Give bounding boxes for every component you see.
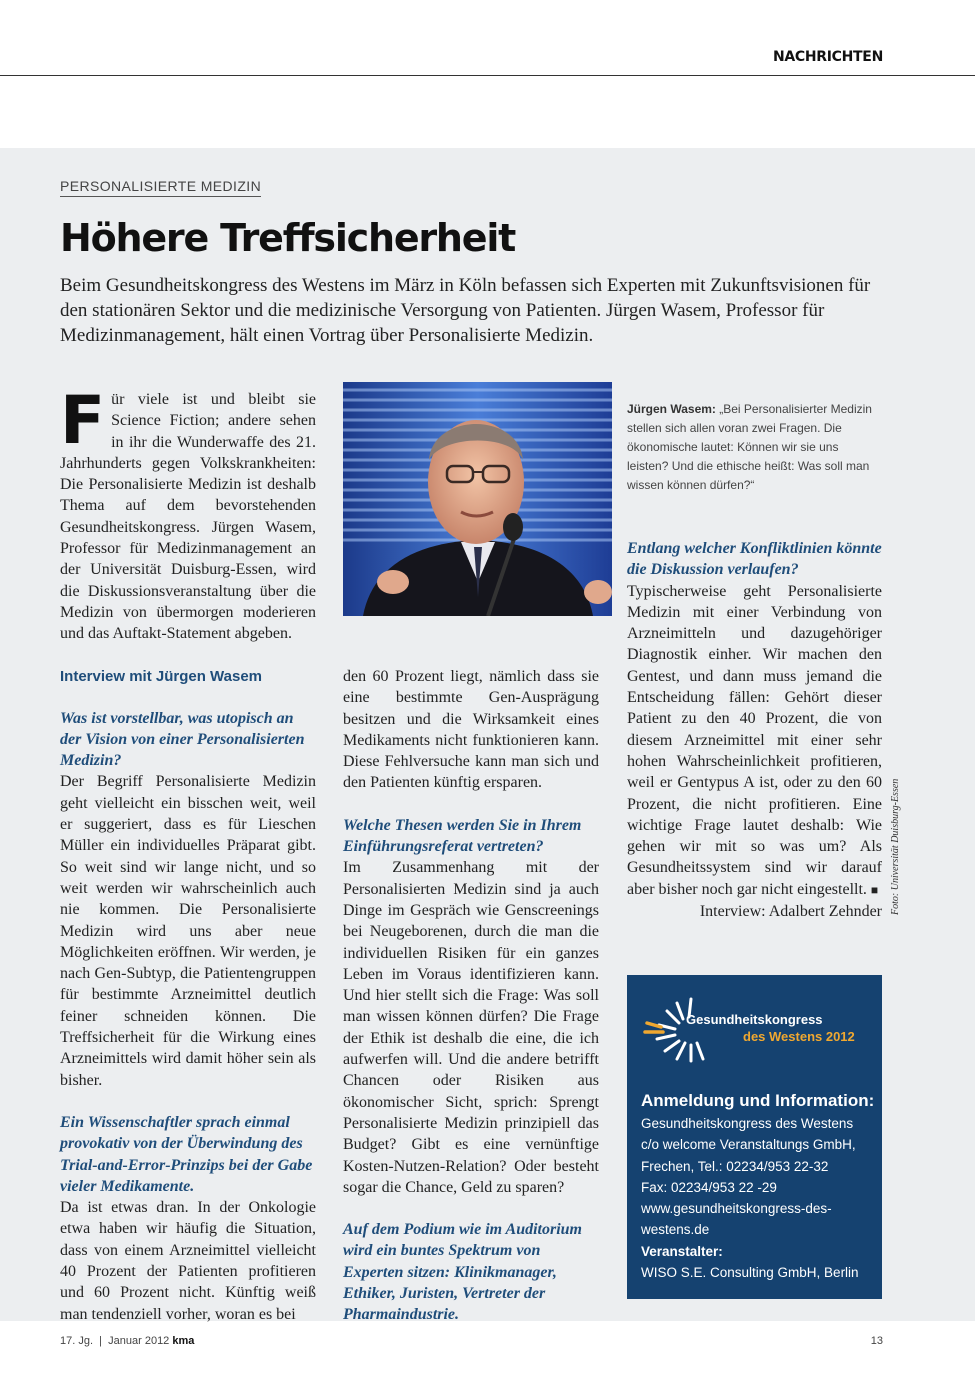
photo-credit: Foto: Universität Duisburg-Essen	[890, 778, 901, 915]
portrait-photo	[343, 382, 612, 616]
logo-text-line-2: des Westens 2012	[743, 1029, 855, 1044]
caption-name: Jürgen Wasem:	[627, 402, 716, 416]
article-kicker: PERSONALISIERTE MEDIZIN	[60, 178, 261, 197]
event-info-box	[627, 975, 882, 1299]
answer-2-part-2: den 60 Prozent liegt, nämlich dass sie eine bestimmte Gen-Ausprägung besitzen und die Wirksamkeit eines Medikaments nicht funktionieren kann. Diese Fehlversuche kann man sich und den Patienten künftig ersparen.	[343, 668, 599, 792]
portrait-photo-illustration	[343, 382, 612, 616]
info-line: Frechen, Tel.: 02234/953 22-32	[641, 1158, 829, 1174]
article-column-3	[627, 538, 882, 922]
question-2: Ein Wissenschaftler sprach einmal provokativ von der Überwindung des Trial-and-Error-Prinzips bei der Gabe vieler Medikamente.	[60, 1113, 313, 1195]
info-body	[641, 1113, 876, 1283]
footer-date: Januar 2012	[108, 1335, 170, 1347]
drop-cap: F	[60, 382, 106, 459]
caption-text: „Bei Personalisierter Medizin stellen sich allen voran zwei Fragen. Die ökonomische lautet: Können wir sie uns leisten? Und die ethische heißt: Was soll man wissen können dürfen?“	[627, 402, 872, 492]
answer-5-text: Typischerweise geht Personalisierte Medizin mit einer Verbindung von Arzneimitteln und dazugehöriger Diagnostik einher. Wir machen den Gentest, und dann muss jemand die Entscheidung fällen: Gehört dieser Patient zu den 40 Prozent, die von diesem Arzneimittel mit einer sehr hohen Wahrscheinlichkeit profitieren, weil er Gentypus A ist, oder zu den 60 Prozent, die nicht profitieren. Eine wichtige Frage lautet deshalb: Wie gehen wir mit so was um? Als Gesundheitssystem sind wir darauf aber bisher noch gar nicht eingestellt.	[627, 582, 882, 898]
article-column-2	[343, 666, 599, 1326]
answer-2-part-1: Da ist etwas dran. In der Onkologie etwa haben wir häufig die Situation, dass von einem Arzneimittel vielleicht 40 Prozent der Patienten profitieren und 60 Prozent nicht. Künftig weiß man tendenziell vorher, woran es bei	[60, 1199, 316, 1323]
question-4: Auf dem Podium wie im Auditorium wird ein buntes Spektrum von Experten sitzen: Klinikmanager, Ethiker, Juristen, Vertreter der Pharmaindustrie.	[343, 1221, 582, 1324]
footer-volume: 17. Jg.	[60, 1335, 94, 1347]
article-lead: Beim Gesundheitskongress des Westens im März in Köln befassen sich Experten mit Zukunftsvisionen für den stationären Sektor und die medizinische Versorgung von Patienten. Jürgen Wasem, Professor für Medizinmanagement, hält einen Vortrag über Personalisierte Medizin.	[60, 275, 871, 346]
question-1: Was ist vorstellbar, was utopisch an der Vision von einer Personalisierten Medizin?	[60, 709, 305, 770]
intro-paragraph	[60, 382, 316, 645]
info-line: Fax: 02234/953 22 -29	[641, 1179, 777, 1195]
footer-separator: |	[99, 1335, 103, 1347]
info-line: Gesundheitskongress des Westens	[641, 1116, 854, 1131]
article-column-1	[60, 382, 316, 1325]
article-headline: Höhere Treffsicherheit	[60, 216, 516, 260]
end-mark: ■	[870, 882, 879, 897]
page-number: 13	[870, 1335, 883, 1347]
answer-5	[627, 581, 882, 901]
photo-caption	[627, 400, 882, 495]
question-3: Welche Thesen werden Sie in Ihrem Einführungsreferat vertreten?	[343, 816, 582, 856]
info-website-link-cont[interactable]: westens.de	[641, 1222, 710, 1238]
logo-text-line-1: Gesundheitskongress	[686, 1012, 823, 1027]
info-website-link[interactable]: www.gesundheitskongress-des-	[641, 1201, 832, 1217]
info-heading: Anmeldung und Information:	[641, 1091, 875, 1110]
answer-3: Im Zusammenhang mit der Personalisierten Medizin sind ja auch Dinge im Gespräch wie Genscreenings bei Neugeborenen, durch die man die individuellen Risiken für ein ganzes Leben im Voraus identifizieren kann. Und hier stellt sich die Frage: Was soll man wissen können dürfen? Die Frage der Ethik ist deshalb die eine, die ich aufwerfen will. Und die andere betrifft Chancen oder Risiken aus ökonomischer Sicht, sprich: Sprengt Personalisierte Medizin prinzipiell das Budget? Gibt es eine vernünftige Kosten-Nutzen-Relation? Oder besteht sogar die Chance, Geld zu sparen?	[343, 859, 599, 1196]
answer-1: Der Begriff Personalisierte Medizin geht vielleicht ein bisschen weit, weil er suggeriert, dass es für Lieschen Müller ein individuelles Präparat gibt. So weit sind wir lange nicht, und so weit werden wir wahrscheinlich auch nie kommen. Die Personalisierte Medizin wird uns aber neue Möglichkeiten eröffnen. Wir werden, je nach Gen-Subtyp, die Patientengruppen für bestimmte Arzneimittel deutlich feiner schneiden können. Die Treffsicherheit für die Wirkung eines Arzneimittels wird damit höher sein als bisher.	[60, 773, 316, 1089]
organizer-label: Veranstalter:	[641, 1243, 723, 1259]
info-line: c/o welcome Veranstaltungs GmbH,	[641, 1137, 856, 1153]
question-5: Entlang welcher Konfliktlinien könnte die Diskussion verlaufen?	[627, 540, 882, 579]
interview-credit: Interview: Adalbert Zehnder	[699, 903, 882, 921]
footer-brand-logo: kma	[172, 1335, 195, 1347]
organizer-name: WISO S.E. Consulting GmbH, Berlin	[641, 1265, 859, 1281]
intro-text: ür viele ist und bleibt sie Science Fiction; andere sehen in ihr die Wunderwaffe des 21. Jahrhunderts gegen Volkskrankheiten: Die Personalisierte Medizin ist deshalb Thema auf dem bevorstehenden Gesundheitskongress. Jürgen Wasem, Professor für Medizinmanagement an der Universität Duisburg-Essen, wird die Diskussionsveranstaltung über die Medizin von übermorgen moderieren und das Auftakt-Statement abgeben.	[60, 391, 316, 643]
interview-heading: Interview mit Jürgen Wasem	[60, 667, 263, 685]
section-label: NACHRICHTEN	[772, 49, 883, 65]
page-footer	[60, 1335, 194, 1347]
